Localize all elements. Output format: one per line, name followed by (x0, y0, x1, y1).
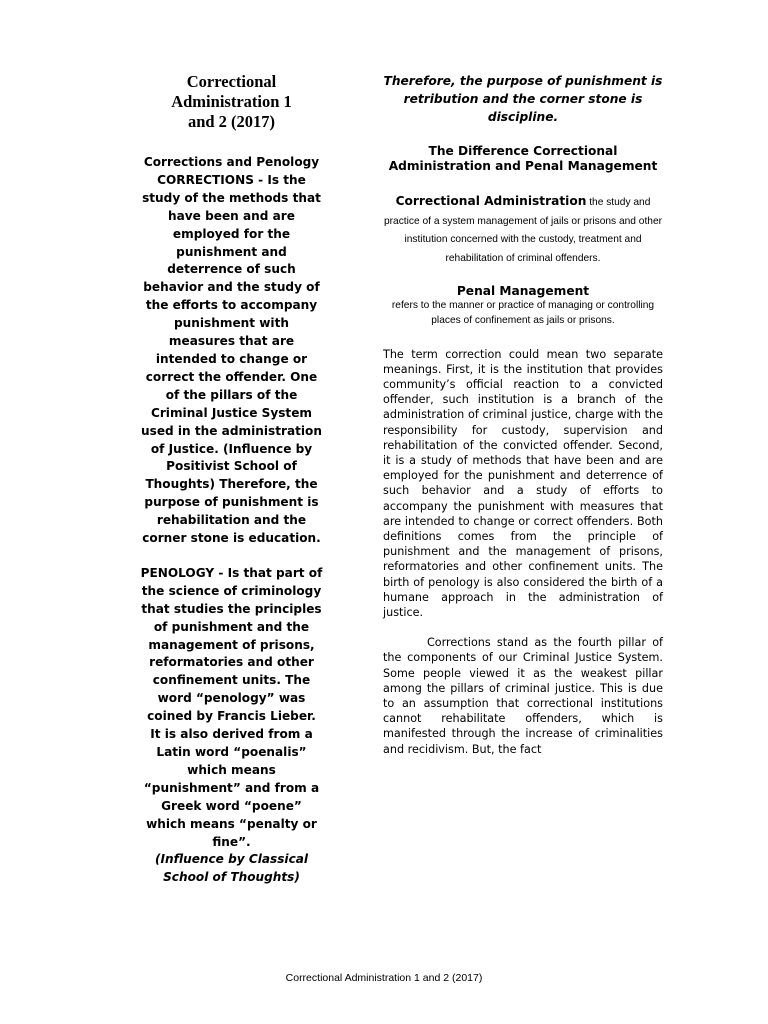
left-column (140, 72, 323, 887)
corrections-paragraph: Corrections and Penology CORRECTIONS - Is the study of the methods that have been and are employed for the punishment and deterrence of such behavior and the study of the efforts to accompany punishment with measures that are intended to change or correct the offender. One of the pillars of the Criminal Justice System used in the administration of Justice. (Influence by Positivist School of Thoughts) Therefore, the purpose of punishment is rehabilitation and the corner stone is education. (141, 155, 322, 546)
definition-text: the study and practice of a system management of jails or prisons and other institution concerned with the custody, treatment and rehabilitation of criminal offenders. (383, 197, 663, 264)
body-paragraph: Corrections stand as the fourth pillar of the components of our Criminal Justice System. Some people viewed it as the weakest pillar among the pillars of criminal justice. This is due to an assumption that correctional institutions cannot rehabilitate offenders, which is manifested through the increase of criminalities and recidivism. But, the fact (383, 636, 663, 756)
retribution-quote: Therefore, the purpose of punishment is retribution and the corner stone is discipline. (383, 74, 663, 124)
definition-text: refers to the manner or practice of managing or controlling places of confinement as jails or prisons. (391, 300, 655, 326)
penology-paragraph: PENOLOGY - Is that part of the science of criminology that studies the principles of punishment and the management of prisons, reformatories and other confinement units. The word “penology” was coined by Francis Lieber. It is also derived from a Latin word “poenalis” which means “punishment” and from a Greek word “poene” which means “penalty or fine”. (140, 565, 323, 849)
penology-influence: (Influence by Classical School of Thoughts) (154, 852, 309, 885)
correctional-administration-definition (383, 192, 663, 266)
left-body (140, 154, 323, 887)
definition-term: Penal Management (456, 284, 590, 299)
title-line: and 2 (2017) (187, 112, 276, 131)
difference-heading: The Difference Correctional Administration and Penal Management (388, 144, 658, 173)
page-footer: Correctional Administration 1 and 2 (2017) (285, 972, 483, 984)
title-line: Correctional (186, 72, 277, 91)
spacer (140, 548, 323, 565)
document-title (140, 72, 323, 132)
right-column (383, 72, 663, 757)
penal-management-definition (383, 284, 663, 328)
definition-term: Correctional Administration (395, 194, 587, 208)
body-paragraph: The term correction could mean two separate meanings. First, it is the institution that provides community’s official reaction to a convicted offender, such institution is a branch of the administration of criminal justice, charge with the responsibility for custody, supervision and rehabilitation of the convicted offender. Second, it is a study of methods that have been and are employed for the punishment and deterrence of such behavior and a study of efforts to accompany the punishment with measures that are intended to change or correct offenders. Both definitions comes from the principle of punishment and the management of prisons, reformatories and other confinement units. The birth of penology is also considered the birth of a humane approach in the administration of justice. (383, 347, 663, 620)
title-line: Administration 1 (171, 92, 292, 111)
